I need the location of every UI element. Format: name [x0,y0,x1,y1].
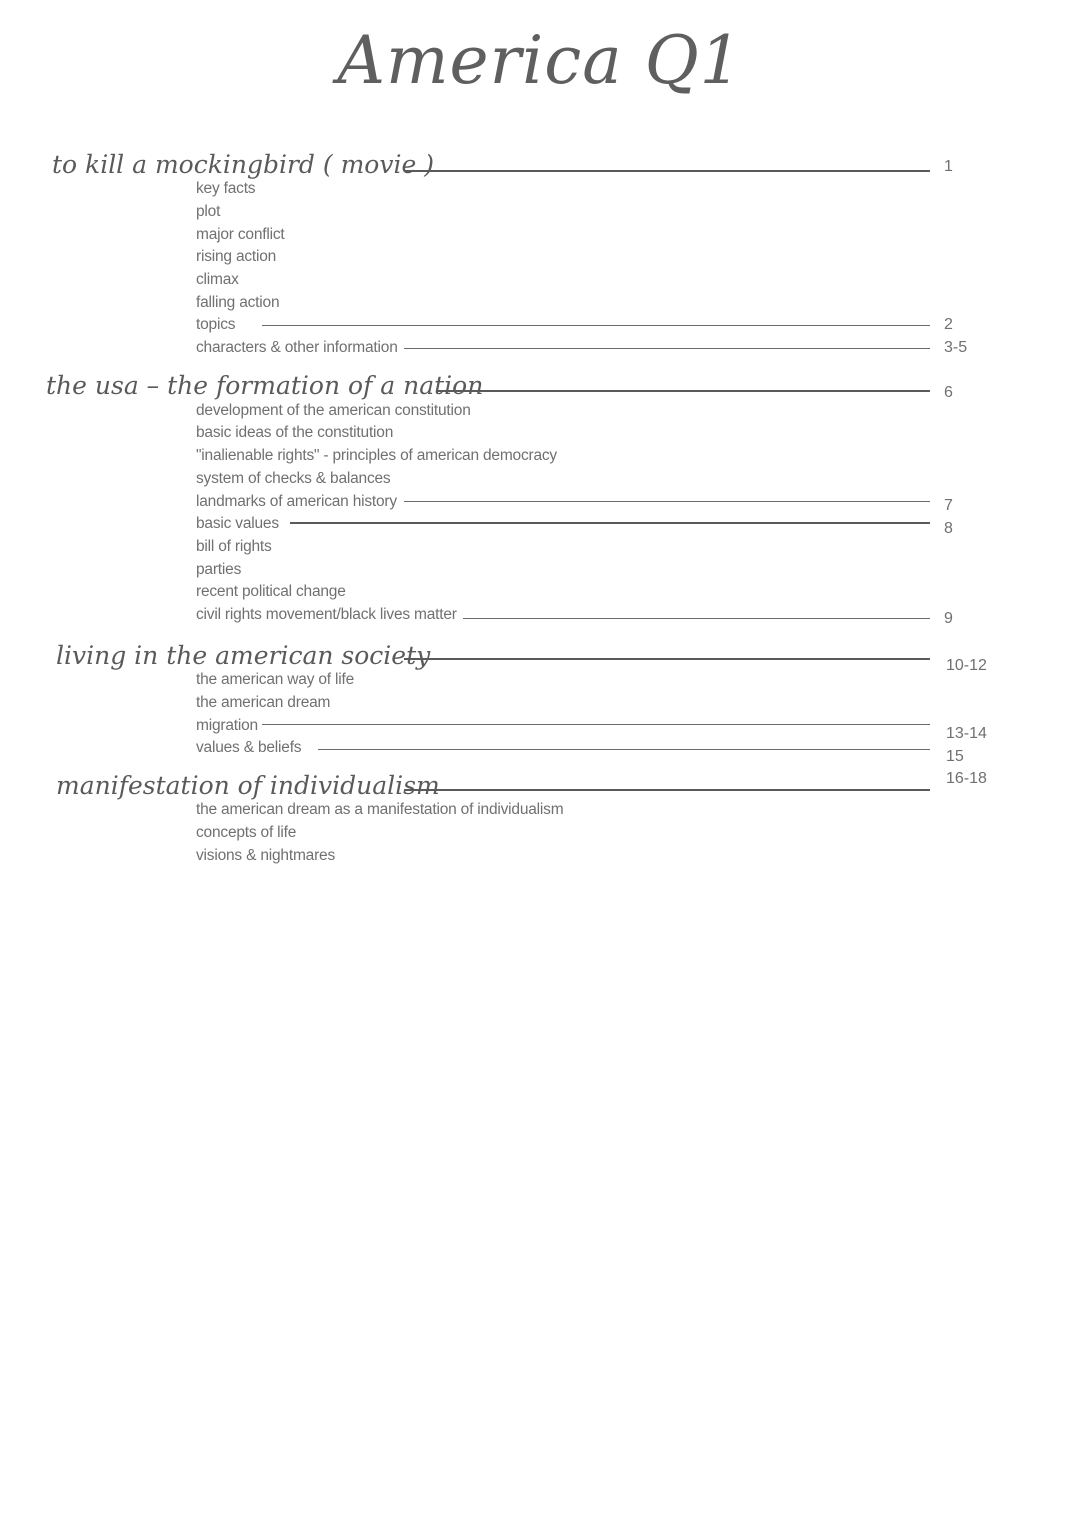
toc-item: system of checks & balances [196,470,391,487]
leader-line [404,789,930,791]
leader-line [404,501,930,502]
toc-item: basic values [196,515,279,532]
leader-line [262,724,930,725]
page-number: 15 [946,748,964,765]
page-number: 10-12 [946,657,987,674]
page-number: 8 [944,520,953,537]
toc-item: recent political change [196,583,346,600]
toc-item: characters & other information [196,339,398,356]
page-title: America Q1 [337,22,743,99]
toc-item: falling action [196,294,280,311]
leader-line [404,348,930,349]
page-number: 6 [944,384,953,401]
page-number: 7 [944,497,953,514]
leader-line [463,618,930,619]
toc-item: bill of rights [196,538,272,555]
section-title: living in the american society [56,641,431,670]
toc-item: concepts of life [196,824,297,841]
toc-item: values & beliefs [196,739,302,756]
toc-item: major conflict [196,226,285,243]
page-number: 13-14 [946,725,987,742]
leader-line [262,325,930,326]
page-number: 16-18 [946,770,987,787]
toc-item: parties [196,561,242,578]
page-number: 2 [944,316,953,333]
toc-item: development of the american constitution [196,402,471,419]
section-title: manifestation of individualism [56,771,440,800]
section-title: the usa – the formation of a nation [46,371,484,400]
toc-item: rising action [196,248,277,265]
section-title: to kill a mockingbird ( movie ) [52,150,434,179]
toc-item: topics [196,316,236,333]
leader-line [436,390,930,392]
toc-item: basic ideas of the constitution [196,424,394,441]
leader-line [404,658,930,660]
toc-item: civil rights movement/black lives matter [196,606,457,623]
toc-item: key facts [196,180,256,197]
page-number: 3-5 [944,339,968,356]
page-number: 1 [944,158,953,175]
toc-item: "inalienable rights" - principles of american democracy [196,447,557,464]
leader-line [290,522,930,524]
leader-line [318,749,930,750]
toc-item: the american dream [196,694,331,711]
toc-item: visions & nightmares [196,847,336,864]
toc-item: the american way of life [196,671,355,688]
page-number: 9 [944,610,953,627]
toc-item: plot [196,203,221,220]
toc-item: the american dream as a manifestation of individualism [196,801,564,818]
toc-item: climax [196,271,239,288]
leader-line [404,170,930,172]
toc-item: landmarks of american history [196,493,397,510]
toc-item: migration [196,717,258,734]
